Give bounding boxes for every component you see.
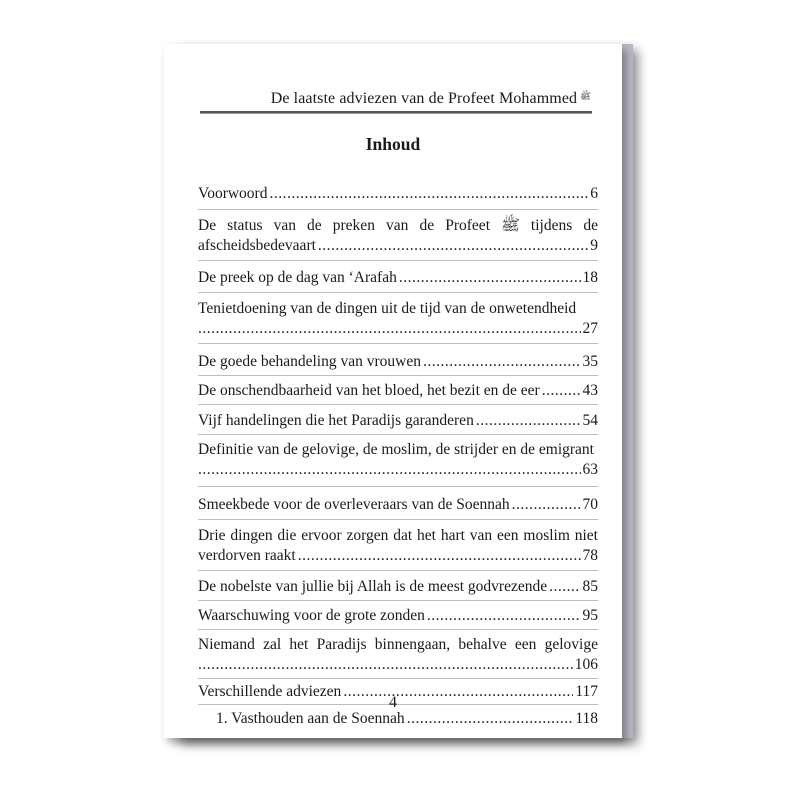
- leader-dots: [549, 577, 580, 597]
- toc-entry-text: Definitie van de gelovige, de moslim, de strijder en de emigrant: [198, 441, 594, 458]
- entry-divider: [198, 486, 598, 487]
- toc-entry-page: 118: [575, 710, 598, 727]
- toc-entry-nobelste: [198, 577, 598, 597]
- toc-entry-text-cont: verdorven raakt: [198, 547, 296, 564]
- entry-divider: [198, 292, 598, 293]
- page-number: 4: [389, 694, 397, 711]
- header-rule: [200, 111, 592, 114]
- entry-divider: [198, 343, 598, 344]
- entry-divider: [198, 519, 598, 520]
- entry-divider: [198, 678, 598, 679]
- toc-entry-page: 95: [582, 607, 598, 624]
- toc-entry-smeekbede: [198, 495, 598, 515]
- leader-dots: [269, 184, 588, 204]
- toc-entry-text: Verschillende adviezen: [198, 683, 342, 700]
- toc-entry-text-cont: afscheidsbedevaart: [198, 237, 316, 254]
- toc-entry-page: 78: [582, 547, 598, 564]
- entry-divider: [198, 434, 598, 435]
- toc-subentry-soennah: [198, 709, 598, 729]
- toc-entry-preek-arafah: [198, 268, 598, 288]
- toc-entry-text: De onschendbaarheid van het bloed, het bezit en de eer: [198, 382, 540, 399]
- entry-divider: [198, 209, 598, 210]
- leader-dots: [198, 655, 573, 675]
- leader-dots: [407, 709, 574, 729]
- running-header: [200, 90, 591, 108]
- toc-entry-text: Voorwoord: [198, 185, 268, 202]
- toc-entry-text: De status van de preken van de Profeet ﷺ tijdens de: [198, 217, 598, 234]
- toc-entry-text: Smeekbede voor de overleveraars van de Soennah: [198, 496, 510, 513]
- toc-entry-page: 63: [582, 461, 598, 478]
- leader-dots: [298, 546, 581, 566]
- toc-entry-text: Tenietdoening van de dingen uit de tijd van de onwetendheid: [198, 300, 577, 317]
- toc-entry-page: 6: [590, 185, 598, 202]
- toc-entry-page: 106: [574, 656, 598, 673]
- entry-divider: [198, 600, 598, 601]
- toc-entry-text: Waarschuwing voor de grote zonden: [198, 607, 425, 624]
- leader-dots: [427, 606, 581, 626]
- toc-entry-page: 18: [582, 269, 598, 286]
- toc-entry-text: 1. Vasthouden aan de Soennah: [216, 710, 405, 727]
- leader-dots: [198, 319, 581, 339]
- toc-entry-text: De goede behandeling van vrouwen: [198, 353, 421, 370]
- toc-entry-text: Drie dingen die ervoor zorgen dat het hart van een moslim niet: [198, 527, 598, 544]
- entry-divider: [198, 375, 598, 376]
- toc-entry-page: 9: [590, 237, 598, 254]
- toc-entry-niemand: [198, 635, 598, 675]
- toc-entry-tenietdoening: [198, 299, 598, 339]
- toc-entry-text: De preek op de dag van ‘Arafah: [198, 269, 397, 286]
- leader-dots: [399, 268, 581, 288]
- toc-entry-page: 85: [582, 578, 598, 595]
- entry-divider: [198, 260, 598, 261]
- running-title: De laatste adviezen van de Profeet Mohammed: [270, 90, 578, 107]
- toc-entry-drie-dingen: [198, 526, 598, 566]
- toc-entry-vijf-handelingen: [198, 411, 598, 431]
- leader-dots: [198, 460, 581, 480]
- toc-entry-onschendbaarheid: [198, 381, 598, 401]
- honorific-mark: ﷺ: [580, 91, 591, 101]
- toc-entry-page: 70: [582, 496, 598, 513]
- entry-divider: [198, 629, 598, 630]
- toc-entry-page: 54: [582, 412, 598, 429]
- toc-entry-page: 27: [582, 320, 598, 337]
- toc-entry-voorwoord: [198, 184, 598, 204]
- leader-dots: [476, 411, 581, 431]
- toc-title: Inhoud: [365, 134, 421, 154]
- book-page: [164, 44, 622, 738]
- toc-entry-text: Niemand zal het Paradijs binnengaan, behalve een gelovige: [198, 636, 598, 653]
- leader-dots: [423, 352, 581, 372]
- toc-entry-page: 117: [575, 683, 598, 700]
- leader-dots: [318, 236, 588, 256]
- entry-divider: [198, 570, 598, 571]
- toc-entry-text: De nobelste van jullie bij Allah is de meest godvrezende: [198, 578, 548, 595]
- toc-entry-status-preken: [198, 216, 598, 256]
- toc-entry-page: 43: [582, 382, 598, 399]
- entry-divider: [198, 404, 598, 405]
- toc-entry-page: 35: [582, 353, 598, 370]
- toc-entry-waarschuwing: [198, 606, 598, 626]
- leader-dots: [512, 495, 581, 515]
- leader-dots: [542, 381, 581, 401]
- toc-entry-vrouwen: [198, 352, 598, 372]
- toc-entry-definitie: [198, 440, 598, 480]
- toc-entry-text: Vijf handelingen die het Paradijs garanderen: [198, 412, 474, 429]
